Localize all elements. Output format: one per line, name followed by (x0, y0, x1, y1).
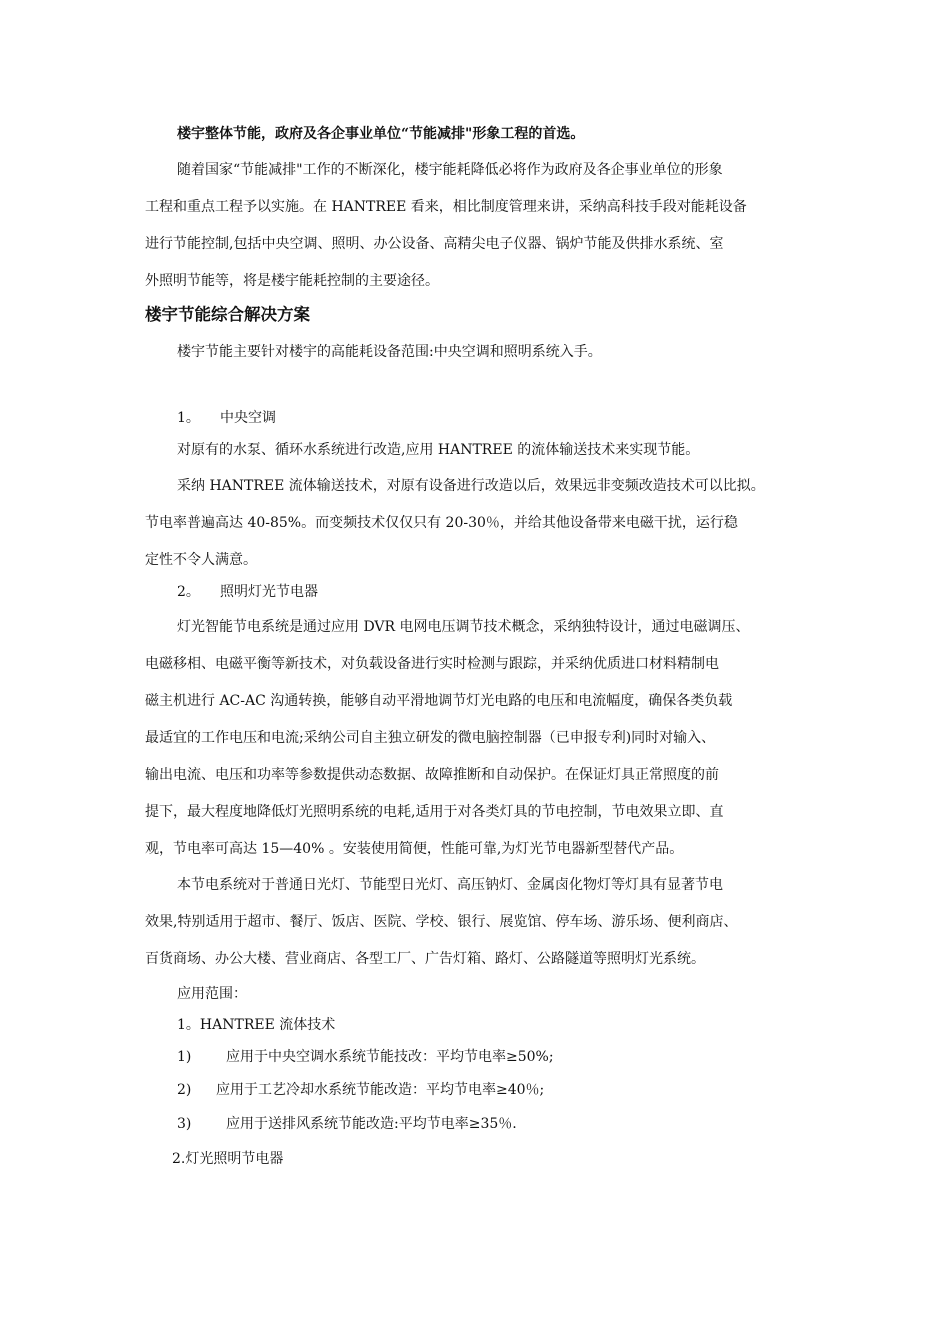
list-number: 3) (177, 1116, 192, 1132)
item2-title: 照明灯光节电器 (220, 584, 318, 600)
list-text: 应用于中央空调水系统节能技改：平均节电率≥50%; (226, 1049, 554, 1065)
section-lead: 楼宇节能主要针对楼宇的高能耗设备范围:中央空调和照明系统入手。 (177, 344, 602, 360)
scope-subheading-2: 2.灯光照明节电器 (172, 1151, 284, 1167)
text-line: 随着国家“节能减排"工作的不断深化，楼宇能耗降低必将作为政府及各企事业单位的形象 (177, 162, 723, 178)
item1-title: 中央空调 (220, 410, 276, 426)
list-text: 应用于送排风系统节能改造:平均节电率≥35％. (226, 1116, 517, 1132)
list-text: 应用于工艺冷却水系统节能改造：平均节电率≥40％; (216, 1082, 545, 1098)
text-line: 对原有的水泵、循环水系统进行改造,应用 HANTREE 的流体输送技术来实现节能。 (177, 442, 700, 458)
text-line: 本节电系统对于普通日光灯、节能型日光灯、高压钠灯、金属卤化物灯等灯具有显著节电 (177, 877, 723, 893)
text-line: 灯光智能节电系统是通过应用 DVR 电网电压调节技术概念，采纳独特设计，通过电磁调压、 (177, 619, 750, 635)
text-line: 外照明节能等，将是楼宇能耗控制的主要途径。 (145, 273, 439, 289)
text-line: 定性不令人满意。 (145, 552, 257, 568)
text-line: 进行节能控制,包括中央空调、照明、办公设备、高精尖电子仪器、锅炉节能及供排水系统、室 (145, 236, 724, 252)
text-line: 采纳 HANTREE 流体输送技术，对原有设备进行改造以后，效果远非变频改造技术可以比拟。 (177, 478, 765, 494)
text-line: 输出电流、电压和功率等参数提供动态数据、故障推断和自动保护。在保证灯具正常照度的前 (145, 767, 719, 783)
scope-subheading-1: 1。HANTREE 流体技术 (177, 1017, 336, 1033)
scope-title: 应用范围： (177, 986, 247, 1002)
text-line: 提下，最大程度地降低灯光照明系统的电耗,适用于对各类灯具的节电控制，节电效果立即、直 (145, 804, 724, 820)
list-number: 2) (177, 1082, 192, 1098)
text-line: 观，节电率可高达 15—40% 。安装使用简便，性能可靠,为灯光节电器新型替代产品。 (145, 841, 684, 857)
text-line: 工程和重点工程予以实施。在 HANTREE 看来，相比制度管理来讲，采纳高科技手段对能耗设备 (145, 199, 747, 215)
text-line: 电磁移相、电磁平衡等新技术，对负载设备进行实时检测与跟踪，并采纳优质进口材料精制电 (145, 656, 719, 672)
text-line: 磁主机进行 AC-AC 沟通转换，能够自动平滑地调节灯光电路的电压和电流幅度，确保各类负载 (145, 693, 733, 709)
item1-number: 1。 (177, 410, 200, 426)
text-line: 节电率普遍高达 40-85%。而变频技术仅仅只有 20-30％，并给其他设备带来电磁干扰，运行稳 (145, 515, 738, 531)
section-title: 楼宇节能综合解决方案 (145, 305, 310, 324)
intro-heading: 楼宇整体节能，政府及各企事业单位“节能减排"形象工程的首选。 (177, 126, 585, 142)
text-line: 最适宜的工作电压和电流;采纳公司自主独立研发的微电脑控制器（已申报专利)同时对输入、 (145, 730, 716, 746)
text-line: 效果,特别适用于超市、餐厅、饭店、医院、学校、银行、展览馆、停车场、游乐场、便利商店、 (145, 914, 738, 930)
item2-number: 2。 (177, 584, 200, 600)
text-line: 百货商场、办公大楼、营业商店、各型工厂、广告灯箱、路灯、公路隧道等照明灯光系统。 (145, 951, 705, 967)
list-number: 1) (177, 1049, 192, 1065)
